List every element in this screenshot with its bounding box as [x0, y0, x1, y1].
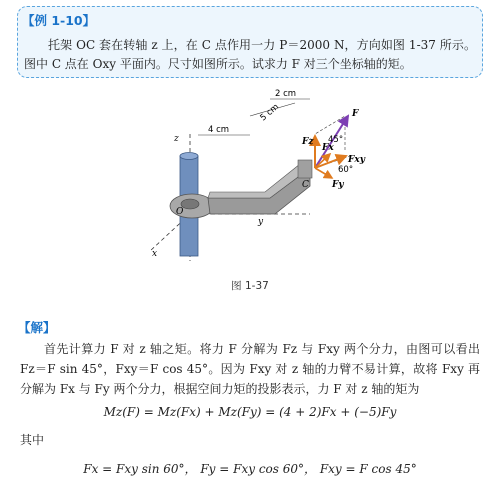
- label-fy: Fy: [332, 180, 344, 190]
- equation-components: Fx = Fxy sin 60°， Fy = Fxy cos 60°， Fxy = F cos 45°: [83, 462, 417, 476]
- label-45: 45°: [328, 135, 344, 145]
- collar-hole: [181, 199, 199, 209]
- dim-2cm: 2 cm: [275, 89, 297, 99]
- label-fz: Fz: [302, 137, 314, 147]
- dim-5cm: 5 cm: [258, 102, 282, 124]
- qizhong-label: 其中: [20, 433, 45, 447]
- solution-paragraph: 首先计算力 F 对 z 轴之矩。将力 F 分解为 Fz 与 Fxy 两个分力，由图可以看出 Fz＝F sin 45°，Fxy＝F cos 45°。因为 Fxy 对 z 轴的力臂不易计算，故将 Fxy 再分解为 Fx 与 Fy 两个分力，根据空间力矩的投影表示，力 F 对 z 轴的矩为: [20, 342, 480, 396]
- example-tag: 【例 1-10】: [22, 13, 96, 28]
- figure-caption: 图 1-37: [231, 280, 269, 292]
- shaft-top: [180, 153, 198, 160]
- label-c: C: [302, 180, 309, 190]
- label-fxy: Fxy: [348, 155, 365, 165]
- bracket-diagram: [120, 86, 380, 266]
- force-fy-arrow: [315, 168, 332, 178]
- label-fx: Fx: [322, 143, 334, 153]
- problem-statement: 托架 OC 套在转轴 z 上，在 C 点作用一力 P＝2000 N，方向如图 1-37 所示。图中 C 点在 Oxy 平面内。尺寸如图所示。试求力 F 对三个坐标轴的矩。: [24, 38, 476, 71]
- arm-end: [298, 160, 312, 178]
- label-o: O: [176, 207, 184, 217]
- label-60: 60°: [338, 165, 354, 175]
- equation-moment-z: Mz(F) = Mz(Fx) + Mz(Fy) = (4 + 2)Fx + (−5)Fy: [103, 405, 397, 419]
- label-f: F: [352, 109, 359, 119]
- solution-tag: 【解】: [18, 320, 56, 335]
- label-y: y: [258, 217, 264, 227]
- label-x: x: [152, 249, 158, 259]
- dim-4cm: 4 cm: [208, 125, 230, 135]
- label-z: z: [174, 134, 179, 144]
